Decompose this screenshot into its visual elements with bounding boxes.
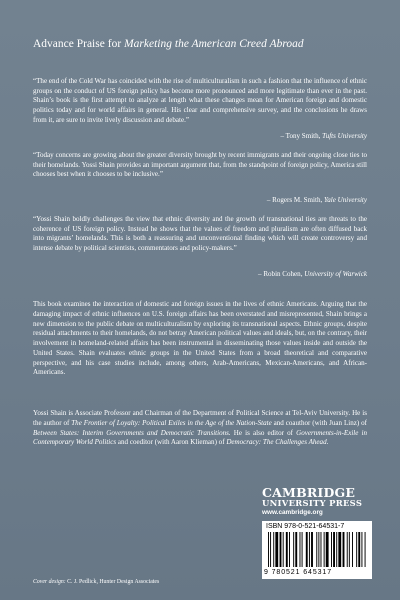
bio-text-1: Yossi Shain is Associate Professor and Chairman of the Department of Political Science at Tel-Aviv University. He is the author of — [33, 409, 367, 427]
bio-title-3: Governments-in-Exile in Contemporary World Politics — [33, 428, 368, 447]
bio-title-1: The Frontier of Loyalty: Political Exiles in the Age of the Nation-State — [71, 418, 272, 427]
publisher-logo — [262, 487, 372, 517]
praise-affiliation-2: Yale University — [324, 196, 367, 204]
praise-affiliation-1: Tufts University — [322, 132, 367, 140]
praise-attribution-3 — [258, 270, 367, 279]
barcode-box — [262, 521, 372, 579]
heading-prefix: Advance Praise for — [33, 38, 125, 50]
author-bio — [33, 409, 367, 448]
praise-attribution-2 — [267, 196, 367, 205]
heading-book-title: Marketing the American Creed Abroad — [124, 38, 304, 50]
cover-design-value: C. J. Pedlick, Hunter Design Associates — [65, 579, 160, 585]
praise-author-2: – Rogers M. Smith, — [266, 196, 324, 204]
bio-text-4: and coeditor (with Aaron Klieman) of — [116, 438, 227, 447]
bio-text-5: . — [326, 438, 329, 447]
praise-quote-3: “Yossi Shain boldly challenges the view that ethnic diversity and the growth of transnational ties are threats to the coherence of US foreign policy. Instead he shows that the values of freedom and pluralism are often diffused back into migrants’ homelands. This is both a reassuring and unconventional finding which will create controversy and intense debate by political scientists, commentators and policy-makers.” — [33, 215, 367, 253]
praise-quote-1: “The end of the Cold War has coincided with the rise of multiculturalism in such a fashion that the influence of ethnic groups on the conduct of US foreign policy has become more pronounced and more legitimate than ever in the past. Shain’s book is the first attempt to analyze at length what these changes mean for American foreign and domestic politics today and for world affairs in general. His clear and comprehensive survey, and the conclusions he draws from it, are sure to invite lively discussion and debate.” — [33, 77, 367, 124]
praise-attribution-1 — [281, 132, 368, 141]
book-description: This book examines the interaction of domestic and foreign issues in the lives of ethnic Americans. Arguing that the damaging impact of ethnic influences on U.S. foreign affairs has been overstated and misrepresented, Shain brings a new dimension to the public debate on multiculturalism by exploring its transnational aspects. Ethnic groups, despite residual attachments to their homelands, do not betray American political values and ideals, but, on the contrary, their involvement in homeland-related affairs has been instrumental in disseminating those values inside and outside the United States. Shain evaluates ethnic groups in the United States from a broad theoretical and comparative perspective, and his case studies include, among others, Arab-Americans, Mexican-Americans, and African-Americans. — [33, 300, 367, 377]
advance-praise-heading — [33, 38, 373, 50]
cover-design-credit — [33, 579, 159, 585]
bio-title-4: Democracy: The Challenges Ahead — [226, 438, 327, 447]
barcode-icon — [266, 532, 368, 569]
cover-design-label: Cover design: — [33, 579, 66, 585]
publisher-name: CAMBRIDGE — [262, 485, 356, 500]
isbn-label: ISBN 978-0-521-64531-7 — [266, 523, 345, 530]
bio-text-2: and coauthor (with Juan Linz) of — [271, 418, 367, 427]
praise-author-1: – Tony Smith, — [280, 132, 323, 140]
bio-text-3: He is also editor of — [230, 428, 297, 437]
publisher-url: www.cambridge.org — [262, 509, 323, 516]
barcode-digits: 9 780521 645317 — [264, 569, 332, 576]
praise-author-3: – Robin Cohen, — [258, 270, 305, 278]
bio-title-2: Between States: Interim Governments and Democratic Transitions. — [33, 428, 231, 437]
praise-quote-2: “Today concerns are growing about the greater diversity brought by recent immigrants and their ongoing close ties to their homelands. Yossi Shain provides an important argument that, from the standpoint of foreign policy, America still chooses best when it chooses to be inclusive.” — [33, 151, 367, 179]
praise-affiliation-3: University of Warwick — [304, 270, 367, 278]
publisher-subtitle: UNIVERSITY PRESS — [262, 498, 363, 508]
